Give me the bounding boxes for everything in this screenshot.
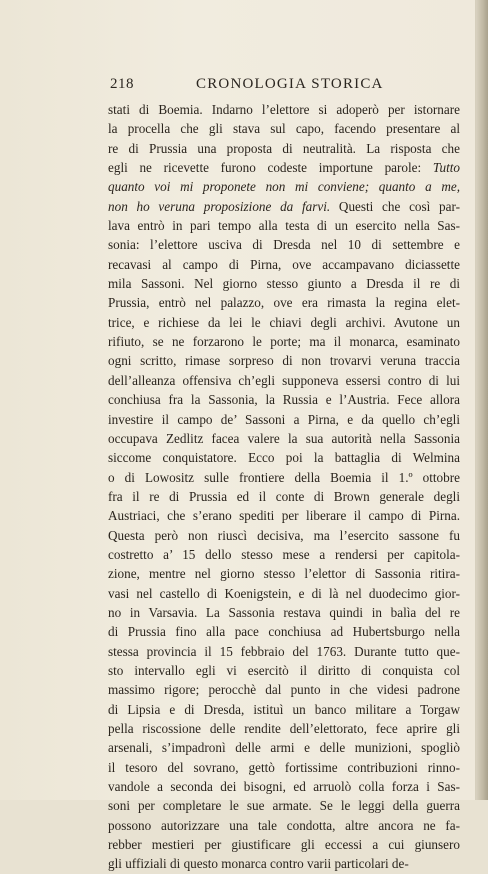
text-line [108,390,460,409]
text-line [108,487,460,506]
page-edge-shadow [476,0,488,800]
text-segment: trice, e richiese da lei le chiavi degli archivi. Avutone un [108,314,460,330]
text-line [108,468,460,487]
text-segment: di Prussia fino alla pace conchiusa ad Hubertsburgo nella [108,624,460,640]
text-line [108,545,460,564]
text-segment: recavasi al campo di Pirna, ove accampavano diciassette [108,256,460,272]
text-segment: dell’alleanza offensiva ch’egli supponeva essersi contro di lui [108,372,460,388]
text-line [108,564,460,583]
text-line [108,835,460,854]
text-line [108,216,460,235]
text-line [108,119,460,138]
text-segment: arsenali, s’impadronì delle armi e delle munizioni, spogliò [108,740,460,756]
text-segment: di Lipsia e di Dresda, istituì un banco militare a Torgaw [108,701,460,717]
text-line [108,758,460,777]
text-line [108,197,460,216]
text-line [108,719,460,738]
text-line [108,313,460,332]
text-line [108,816,460,835]
text-segment: sonia: l’elettore usciva di Dresda nel 10 di settembre e [108,237,460,253]
text-line [108,603,460,622]
text-line [108,526,460,545]
text-segment: Questi che così par- [330,198,460,214]
text-line [108,158,460,177]
page-header [110,76,460,98]
text-line [108,700,460,719]
text-segment: Austriaci, che s’erano spediti per liberare il campo di Pirna. [108,508,460,524]
text-line [108,796,460,815]
text-segment: fra il re di Prussia ed il conte di Brown generale degli [108,488,460,504]
text-line [108,371,460,390]
text-segment: investire il campo de’ Sassoni a Pirna, e da quello ch’egli [108,411,460,427]
text-line [108,680,460,699]
text-segment: conchiusa fra la Sassonia, la Russia e l’Austria. Fece allora [108,392,460,408]
text-segment: la procella che gli stava sul capo, facendo presentare al [108,121,460,137]
text-segment: soni per completare le sue armate. Se le leggi della guerra [108,798,460,814]
text-line [108,448,460,467]
text-line [108,100,460,119]
text-segment: o di Lowositz sulle frontiere della Boemia il 1.º ottobre [108,469,460,485]
text-line [108,854,460,873]
text-segment: costretto a’ 15 dello stesso mese a rendersi per capitola- [108,546,460,562]
page-number: 218 [110,76,134,92]
text-segment: rebber mestieri per giustificare gli eccessi a cui giunsero [108,837,460,853]
text-segment: rifiuto, se ne forzarono le porte; ma il monarca, esaminato [108,334,460,350]
text-segment: sto intervallo egli vi esercitò il diritto di conquista col [108,662,460,678]
text-segment: ogni scritto, rimase sorpreso di non trovarvi veruna traccia [108,353,460,369]
text-segment: occupava Zedlitz facea valere la sua autorità nella Sassonia [108,430,460,446]
text-line [108,410,460,429]
text-line [108,584,460,603]
text-line [108,506,460,525]
text-line [108,351,460,370]
text-segment: lava entrò in pari tempo alla testa di un esercito nella Sas- [108,218,460,234]
text-line [108,642,460,661]
text-segment: zione, mentre nel giorno stesso l’elettor di Sassonia ritira- [108,566,460,582]
text-segment: stati di Boemia. Indarno l’elettore si adoperò per istornare [108,102,460,117]
text-segment: re di Prussia una proposta di neutralità. La risposta che [108,140,460,156]
text-segment: gli uffiziali di questo monarca contro varii particolari de- [108,856,409,872]
text-line [108,622,460,641]
text-line [108,139,460,158]
text-segment: Prussia, entrò nel palazzo, ove era rimasta la regina elet- [108,295,460,311]
body-text [108,100,460,874]
text-line [108,429,460,448]
text-segment: mila Sassoni. Nel giorno stesso giunto a Dresda il re di [108,276,460,292]
text-line [108,293,460,312]
text-line [108,661,460,680]
text-line [108,235,460,254]
text-line [108,274,460,293]
text-line [108,255,460,274]
text-segment: pella riscossione delle rendite dell’elettorato, fece aprire gli [108,721,460,736]
text-segment: siccome conquistatore. Ecco poi la battaglia di Welmina [108,450,460,466]
text-line [108,738,460,757]
text-segment: no in Varsavia. La Sassonia restava quindi in balìa del re [108,604,460,620]
text-segment: vandole a seconda dei bisogni, ed arruolò colla forza i Sas- [108,779,460,795]
text-segment: il tesoro del sovrano, gettò fortissime contribuzioni rinno- [108,759,460,775]
text-segment: vasi nel castello di Koenigstein, e di là nel duodecimo gior- [108,585,460,601]
text-segment: possono autorizzare una tale condotta, altre ancora ne fa- [108,817,460,833]
text-line [108,777,460,796]
text-segment: Questa però non riuscì decisiva, ma l’esercito sassone fu [108,527,460,543]
italic-text-segment: quanto voi mi proponete non mi conviene; quanto a me, [108,179,460,195]
text-segment: stessa provincia il 15 febbraio del 1763. Durante tutto que- [108,643,460,659]
text-line [108,177,460,196]
text-segment: egli ne ricevette furono codeste importune parole: [108,160,433,176]
text-segment: massimo rigore; perocchè dal punto in che videsi padrone [108,682,460,698]
running-title: CRONOLOGIA STORICA [196,76,384,92]
italic-text-segment: non ho veruna proposizione da farvi. [108,198,331,214]
italic-text-segment: Tutto [432,160,460,176]
text-line [108,332,460,351]
